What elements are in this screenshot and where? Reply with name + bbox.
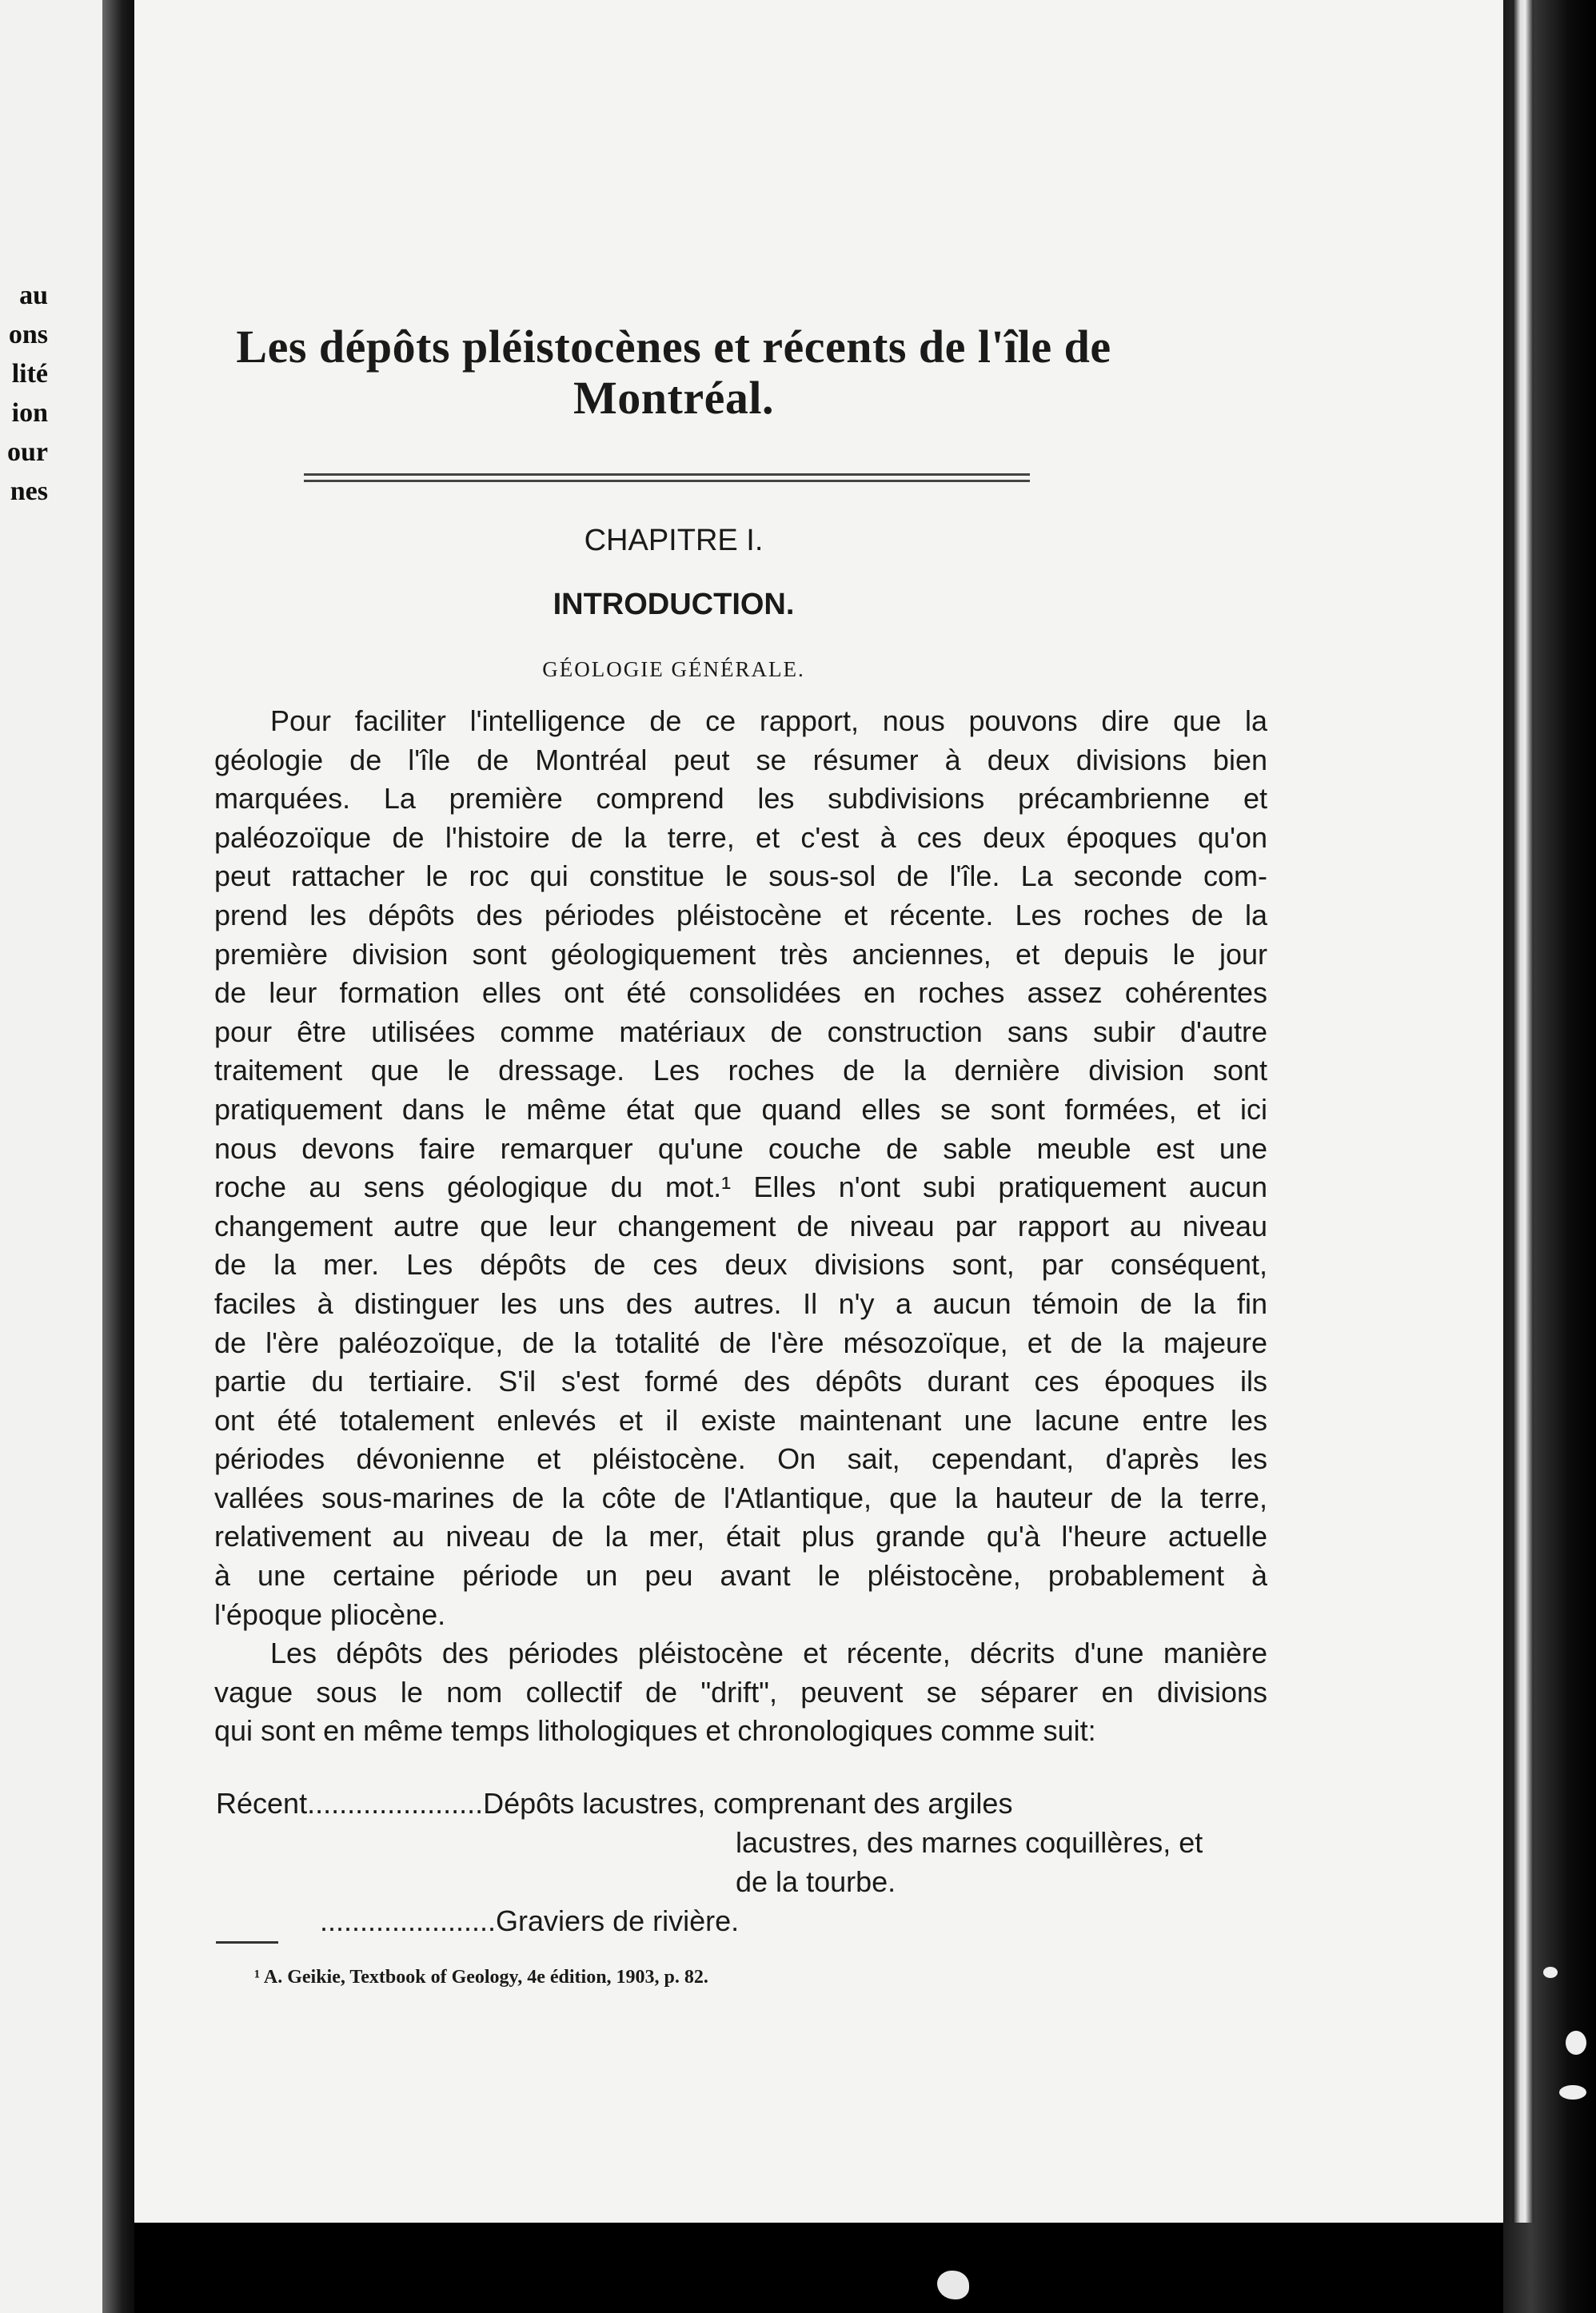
introduction-heading: INTRODUCTION.	[553, 588, 795, 621]
section-heading: GÉOLOGIE GÉNÉRALE.	[542, 657, 805, 681]
text-line: relativement au niveau de la mer, était plus grande qu'à l'heure actuelle	[214, 1520, 1267, 1553]
table-row-continuation: de la tourbe.	[736, 1865, 896, 1898]
footnote: ¹ A. Geikie, Textbook of Geology, 4e édition, 1903, p. 82.	[254, 1967, 708, 1988]
text-line: périodes dévonienne et pléistocène. On sait, cependant, d'après les	[214, 1442, 1267, 1476]
text-line: changement autre que leur changement de niveau par rapport au niveau	[214, 1209, 1267, 1242]
text-line: Les dépôts des périodes pléistocène et récente, décrits d'une manière	[270, 1637, 1267, 1670]
text-line: roche au sens géologique du mot.¹ Elles n'ont subi pratiquement aucun	[214, 1170, 1267, 1204]
left-fragment: our	[7, 437, 48, 467]
paragraph-1	[214, 702, 1267, 1634]
left-fragment: ion	[11, 398, 48, 428]
table-label-recent: Récent	[216, 1787, 308, 1820]
text-line: qui sont en même temps lithologiques et chronologiques comme suit:	[214, 1714, 1096, 1748]
text-line: pour être utilisées comme matériaux de construction sans subir d'autre	[214, 1015, 1267, 1048]
page-title	[72, 321, 1275, 424]
text-line: vallées sous-marines de la côte de l'Atlantique, que la hauteur de la terre,	[214, 1481, 1267, 1514]
left-page-text-fragments	[0, 276, 48, 511]
text-line: prend les dépôts des périodes pléistocène et récente. Les roches de la	[214, 898, 1267, 931]
table-row-gravel	[320, 1902, 739, 1941]
table-row-continuation: lacustres, des marnes coquillères, et	[736, 1826, 1203, 1859]
left-fragment: ons	[8, 320, 48, 349]
scan-bottom-border	[134, 2223, 1503, 2313]
text-line: de l'ère paléozoïque, de la totalité de l'ère mésozoïque, et de la majeure	[214, 1326, 1267, 1359]
page-stack-edge	[1503, 0, 1596, 2313]
text-line: vague sous le nom collectif de "drift", peuvent se séparer en divisions	[214, 1675, 1267, 1709]
footnote-rule	[216, 1941, 278, 1944]
text-line: de la mer. Les dépôts de ces deux divisions sont, par conséquent,	[214, 1248, 1267, 1282]
text-line: faciles à distinguer les uns des autres. Il n'y a aucun témoin de la fin	[214, 1286, 1267, 1320]
left-fragment: au	[19, 281, 48, 310]
scan-artifact-mark	[937, 2271, 969, 2299]
text-line: peut rattacher le roc qui constitue le sous-sol de l'île. La seconde com-	[214, 859, 1267, 893]
text-line: paléozoïque de l'histoire de la terre, et c'est à ces deux époques qu'on	[214, 820, 1267, 854]
text-line: partie du tertiaire. S'il s'est formé des dépôts durant ces époques ils	[214, 1365, 1267, 1398]
left-fragment: nes	[10, 477, 48, 506]
text-line: de leur formation elles ont été consolidées en roches assez cohérentes	[214, 976, 1267, 1010]
text-line: à une certaine période un peu avant le pléistocène, probablement à	[214, 1559, 1267, 1593]
table-leader-dots: ......................	[320, 1904, 497, 1937]
text-line: nous devons faire remarquer qu'une couche de sable meuble est une	[214, 1131, 1267, 1165]
text-line: l'époque pliocène.	[214, 1597, 446, 1631]
text-line: traitement que le dressage. Les roches de la dernière division sont	[214, 1054, 1267, 1087]
table-desc: Dépôts lacustres, comprenant des argiles	[483, 1787, 1013, 1820]
text-line: Pour faciliter l'intelligence de ce rapport, nous pouvons dire que la	[270, 704, 1267, 737]
title-line-1: Les dépôts pléistocènes et récents de l'île de	[236, 321, 1111, 373]
title-rule-bottom	[304, 480, 1030, 482]
text-line: géologie de l'île de Montréal peut se résumer à deux divisions bien	[214, 743, 1267, 776]
text-line: marquées. La première comprend les subdivisions précambrienne et	[214, 782, 1267, 816]
text-line: première division sont géologiquement très anciennes, et depuis le jour	[214, 937, 1267, 971]
table-leader-dots: ......................	[307, 1787, 484, 1820]
table-desc: Graviers de rivière.	[496, 1904, 740, 1937]
title-line-2: Montréal.	[573, 372, 774, 424]
title-rule-top	[304, 473, 1030, 476]
left-fragment: lité	[11, 359, 48, 389]
text-line: pratiquement dans le même état que quand elles se sont formées, et ici	[214, 1092, 1267, 1126]
paragraph-2	[214, 1634, 1267, 1751]
text-line: ont été totalement enlevés et il existe maintenant une lacune entre les	[214, 1403, 1267, 1437]
chapter-heading: CHAPITRE I.	[584, 524, 764, 557]
table-row-recent	[216, 1785, 1012, 1824]
body-text	[214, 702, 1267, 1751]
